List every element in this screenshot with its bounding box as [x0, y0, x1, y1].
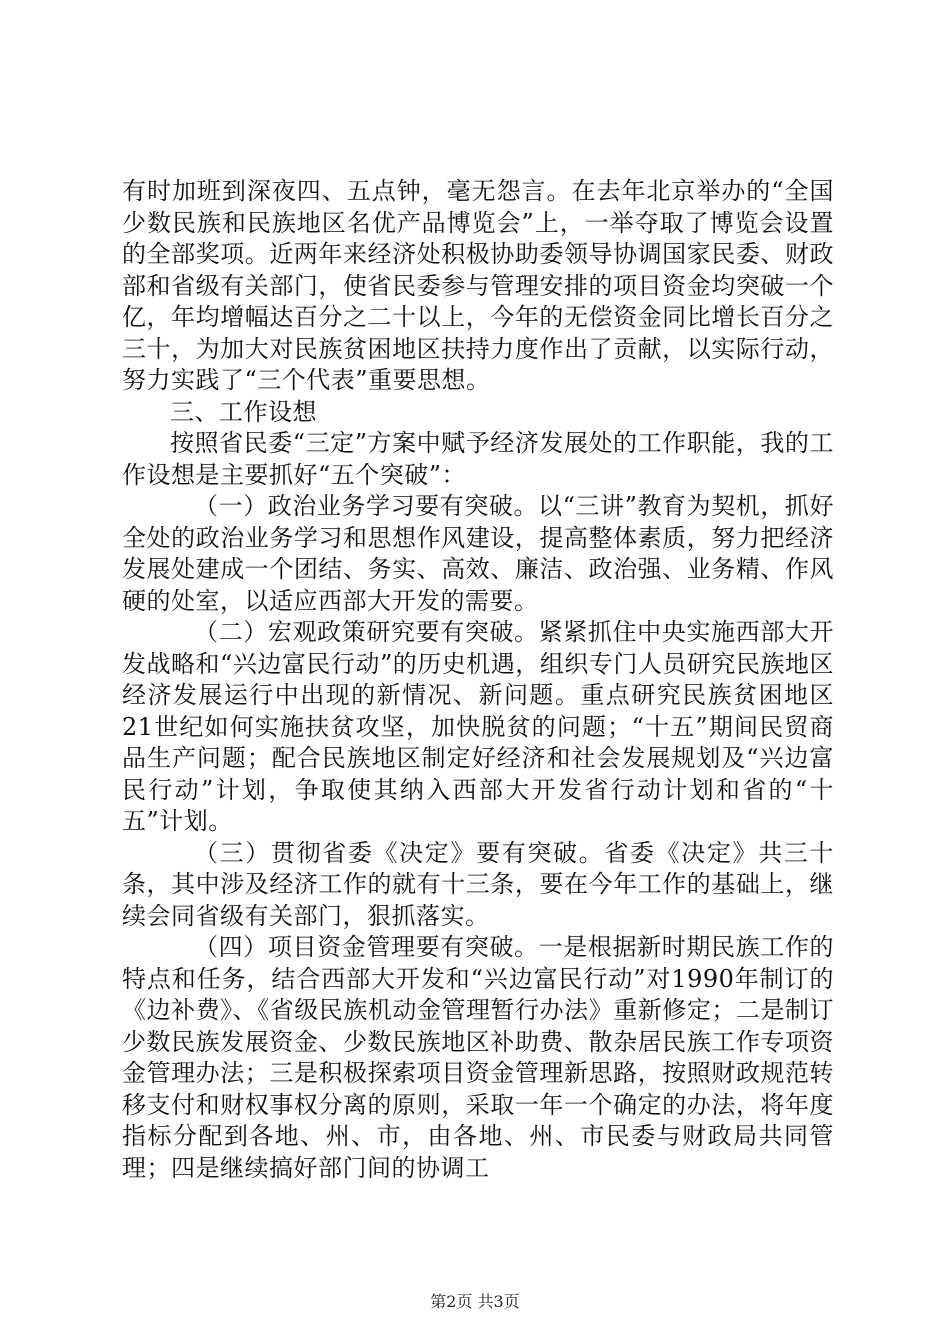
page-footer: 第2页 共3页: [430, 1292, 520, 1311]
section-heading: 三、工作设想: [170, 397, 317, 426]
list-item-3: （三）贯彻省委《决定》要有突破。省委《决定》共三十条，其中涉及经济工作的就有十三条，要在今年工作的基础上，继续会同省级有关部门，狠抓落实。: [122, 838, 834, 930]
list-item-2: （二）宏观政策研究要有突破。紧紧抓住中央实施西部大开发战略和“兴边富民行动”的历史机遇，组织专门人员研究民族地区经济发展运行中出现的新情况、新问题。重点研究民族贫困地区21世纪如何实施扶贫攻坚，加快脱贫的问题；“十五”期间民贸商品生产问题；配合民族地区制定好经济和社会发展规划及“兴边富民行动”计划，争取使其纳入西部大开发省行动计划和省的“十五”计划。: [122, 618, 834, 835]
document-body: [122, 176, 834, 1184]
list-item-4: （四）项目资金管理要有突破。一是根据新时期民族工作的特点和任务，结合西部大开发和“兴边富民行动”对1990年制订的《边补费》、《省级民族机动金管理暂行办法》重新修定；二是制订少数民族发展资金、少数民族地区补助费、散杂居民族工作专项资金管理办法；三是积极探索项目资金管理新思路，按照财政规范转移支付和财权事权分离的原则，采取一年一个确定的办法，将年度指标分配到各地、州、市，由各地、州、市民委与财政局共同管理；四是继续搞好部门间的协调工: [122, 933, 834, 1182]
paragraph-continuation: 有时加班到深夜四、五点钟，毫无怨言。在去年北京举办的“全国少数民族和民族地区名优产品博览会”上，一举夺取了博览会设置的全部奖项。近两年来经济处积极协助委领导协调国家民委、财政部和省级有关部门，使省民委参与管理安排的项目资金均突破一个亿，年均增幅达百分之二十以上，今年的无偿资金同比增长百分之三十，为加大对民族贫困地区扶持力度作出了贡献，以实际行动，努力实践了“三个代表”重要思想。: [122, 177, 834, 394]
paragraph-intro: 按照省民委“三定”方案中赋予经济发展处的工作职能，我的工作设想是主要抓好“五个突破”：: [122, 429, 834, 489]
list-item-1: （一）政治业务学习要有突破。以“三讲”教育为契机，抓好全处的政治业务学习和思想作风建设，提高整体素质，努力把经济发展处建成一个团结、务实、高效、廉洁、政治强、业务精、作风硬的处室，以适应西部大开发的需要。: [122, 492, 834, 615]
